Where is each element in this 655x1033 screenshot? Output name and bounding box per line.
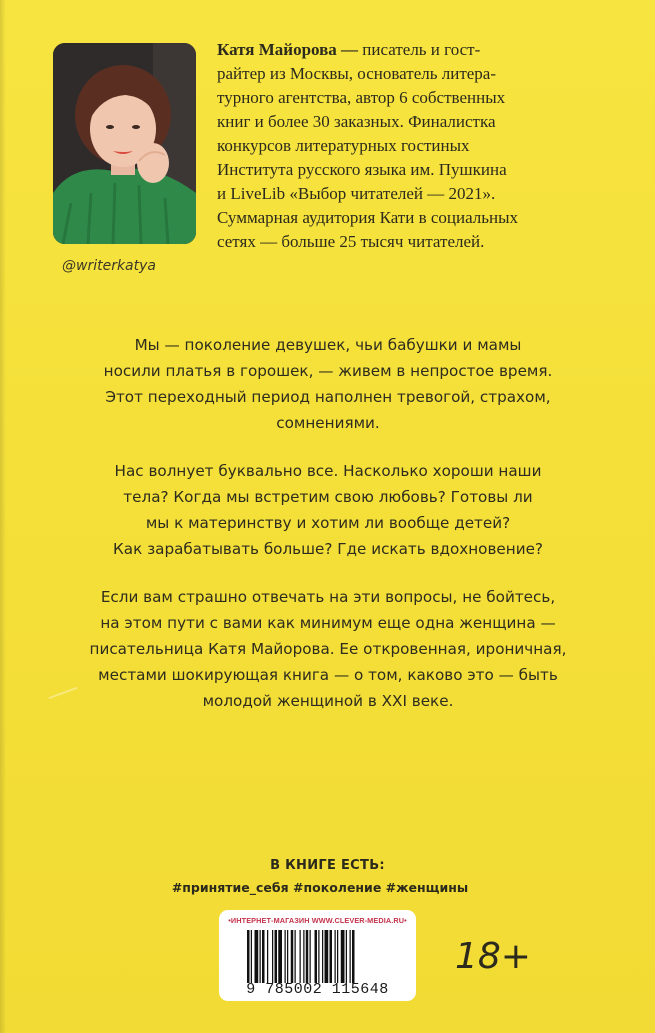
barcode-bar [341,930,345,983]
barcode-bar [295,930,296,983]
bio-line: райтер из Москвы, основатель литера- [217,64,496,83]
author-bio [217,38,612,254]
blurb-line: тела? Когда мы встретим свою любовь? Готовы ли [123,488,533,506]
blurb-line: Нас волнует буквально все. Насколько хороши наши [114,462,542,480]
barcode-bar [267,930,268,983]
blurb-paragraph [60,584,596,714]
shop-url: •ИНТЕРНЕТ-МАГАЗИН WWW.CLEVER-MEDIA.RU• [228,916,407,925]
barcode-bar [272,930,273,983]
author-portrait-icon [53,43,196,244]
barcode-bar [300,930,301,983]
blurb-line: мы к материнству и хотим ли вообще детей? [145,514,511,532]
barcode-bar [335,930,336,983]
barcode-bar [287,930,288,983]
bio-line: турного агентства, автор 6 собственных [217,88,506,107]
barcode-bar [251,930,252,983]
blurb-line: на этом пути с вами как минимум еще одна женщина — [100,614,556,632]
barcode-bar [325,930,329,983]
blurb-line: писательница Катя Майорова. Ее откровенная, ироничная, [89,640,567,658]
barcode-bar [322,930,323,983]
blurb-paragraph [60,332,596,436]
isbn-number: 9 785002 115648 [246,981,389,998]
barcode-bar [285,930,286,983]
bio-line: конкурсов литературных гостиных [217,136,470,155]
book-blurb [60,332,596,736]
bio-line: и LiveLib «Выбор читателей — 2021». [217,184,496,203]
age-rating: 18+ [455,936,531,977]
bio-line: сетях — больше 25 тысяч читателей. [217,232,485,251]
barcode-bar [255,930,259,983]
barcode-bar [330,930,333,983]
barcode-icon [247,930,397,983]
barcode-bar [262,930,265,983]
blurb-line: Мы — поколение девушек, чьи бабушки и мамы [134,336,522,354]
barcode-bar [315,930,318,983]
blurb-line: Этот переходный период наполнен тревогой, страхом, [105,388,551,406]
barcode-bar [303,930,304,983]
barcode-bar [306,930,309,983]
barcode-bar [318,930,319,983]
spine-shadow [0,0,6,1033]
barcode-bar [291,930,294,983]
barcode-bar [278,930,282,983]
author-photo [53,43,196,244]
blurb-line: сомнениями. [276,414,380,432]
blurb-line: молодой женщиной в XXI веке. [202,692,454,710]
barcode-bar [346,930,347,983]
barcode-bar [247,930,250,983]
blurb-line: Как зарабатывать больше? Где искать вдохновение? [113,540,543,558]
blurb-line: местами шокирующая книга — о том, каково это — быть [98,666,558,684]
author-handle: @writerkatya [62,258,156,274]
barcode-bar [352,930,355,983]
author-name: Катя Майорова — [217,40,359,59]
barcode-bar [350,930,351,983]
bio-line: писатель и гост- [358,40,481,59]
bio-line: Суммарная аудитория Кати в социальных [217,208,519,227]
blurb-line: Если вам страшно отвечать на эти вопросы, не бойтесь, [100,588,556,606]
blurb-line: носили платья в горошек, — живем в непростое время. [103,362,553,380]
blurb-paragraph [60,458,596,562]
hashtags: #принятие_себя #поколение #женщины [171,880,469,895]
tags-heading: В КНИГЕ ЕСТЬ: [270,858,385,873]
barcode-bar [337,930,338,983]
bio-line: Института русского языка им. Пушкина [217,160,507,179]
barcode-bar [260,930,261,983]
barcode-block [219,910,416,1001]
bio-line: книг и более 30 заказных. Финалистка [217,112,496,131]
barcode-bar [275,930,278,983]
barcode-bar [310,930,311,983]
